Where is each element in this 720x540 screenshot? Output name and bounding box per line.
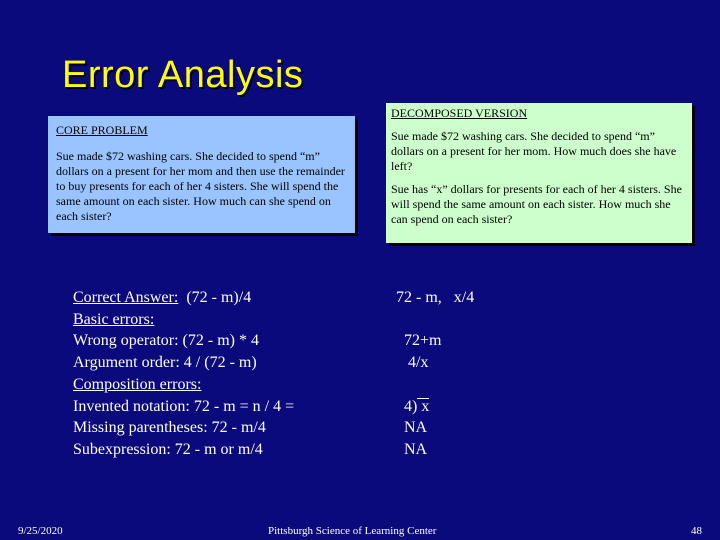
footer-organization: Pittsburgh Science of Learning Center	[268, 525, 437, 537]
result-correct: 72 - m, x/4	[396, 289, 475, 306]
error-analysis-list	[73, 287, 373, 461]
wrong-operator-line: Wrong operator: (72 - m) * 4	[73, 332, 259, 350]
long-division-divisor: x	[417, 397, 430, 415]
composition-errors-heading: Composition errors:	[73, 375, 202, 393]
result-subexpression: NA	[396, 440, 428, 458]
missing-parentheses-line: Missing parentheses: 72 - m/4	[73, 419, 266, 437]
core-problem-box	[48, 116, 355, 233]
result-invented-notation	[396, 396, 516, 418]
result-wrong-operator: 72+m	[396, 332, 442, 350]
slide-title: Error Analysis	[62, 54, 304, 96]
decomposed-paragraph-2: Sue has “x” dollars for presents for each of her 4 sisters. She will spend the same amount on each sister. How much she can spend on each sister?	[391, 182, 682, 226]
correct-answer-value: (72 - m)/4	[178, 289, 252, 306]
footer-date: 9/25/2020	[18, 525, 63, 537]
core-problem-heading: CORE PROBLEM	[56, 123, 148, 137]
result-basic-spacer	[396, 309, 516, 331]
decomposed-version-box	[386, 103, 692, 243]
decomposed-results-column	[396, 287, 516, 461]
result-composition-spacer	[396, 374, 516, 396]
subexpression-line: Subexpression: 72 - m or m/4	[73, 440, 263, 458]
footer-page-number: 48	[691, 525, 702, 537]
result-argument-order: 4/x	[396, 354, 429, 372]
argument-order-line: Argument order: 4 / (72 - m)	[73, 354, 257, 372]
invented-notation-line: Invented notation: 72 - m = n / 4 =	[73, 397, 295, 415]
correct-answer-label: Correct Answer:	[73, 289, 179, 306]
core-problem-text: Sue made $72 washing cars. She decided to spend “m” dollars on a present for her mom and then use the remainder to buy presents for each of her 4 sisters. She will spend the same amount on each sister. How much can she spend on each sister?	[56, 149, 345, 223]
correct-answer-line	[73, 287, 373, 309]
decomposed-paragraph-1: Sue made $72 washing cars. She decided to spend “m” dollars on a present for her mom. How much does she have left?	[391, 129, 677, 173]
decomposed-heading: DECOMPOSED VERSION	[391, 106, 528, 120]
result-missing-parentheses: NA	[396, 419, 428, 437]
long-division-prefix: 4)	[396, 397, 418, 415]
basic-errors-heading: Basic errors:	[73, 310, 155, 328]
